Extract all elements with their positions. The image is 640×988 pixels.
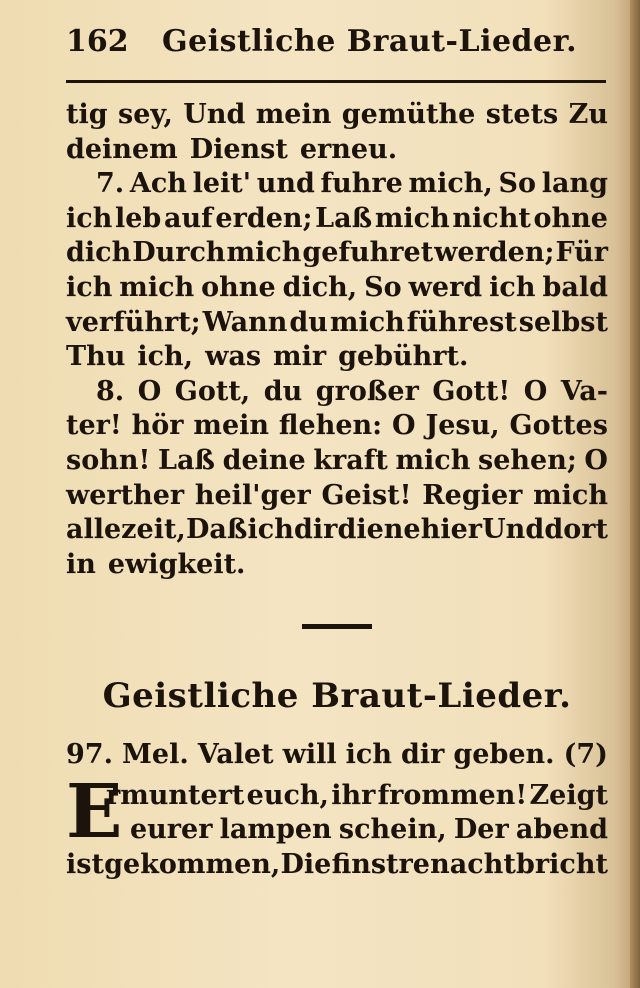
- word: euch,: [246, 779, 329, 811]
- text-line: [66, 202, 608, 237]
- word: Gott!: [432, 375, 511, 407]
- word: abend: [515, 814, 608, 846]
- melody-word: ich: [345, 739, 392, 770]
- melody-word: 97.: [66, 739, 113, 770]
- word: werther: [66, 479, 185, 511]
- word: mich: [533, 479, 608, 511]
- word: dich,: [282, 271, 358, 303]
- word: diene: [337, 514, 421, 546]
- word: 7.: [96, 168, 125, 200]
- word: deinem: [66, 133, 178, 165]
- word: O: [137, 375, 162, 407]
- word: rmuntert: [106, 779, 245, 811]
- word: Laß: [315, 202, 373, 234]
- word: ich: [66, 271, 113, 303]
- continuation-lines: [66, 98, 608, 167]
- word: ich: [489, 271, 536, 303]
- word: Jesu,: [425, 410, 500, 442]
- section-rule: [302, 624, 372, 629]
- body-text: [66, 98, 608, 582]
- text-line: [66, 779, 608, 814]
- word: ich,: [137, 341, 194, 373]
- word: nacht: [430, 848, 516, 880]
- word: O: [523, 375, 548, 407]
- word: frommen!: [377, 779, 528, 811]
- text-line: [66, 167, 608, 202]
- word: stets: [485, 99, 559, 130]
- word: erneu.: [299, 133, 398, 165]
- word: mich: [329, 306, 405, 338]
- word: heil'ger: [194, 479, 311, 511]
- word: mir: [273, 341, 327, 373]
- text-line: [66, 444, 608, 479]
- word: 8.: [96, 375, 125, 407]
- word: bricht: [516, 848, 608, 880]
- word: Geist!: [321, 479, 412, 511]
- word: Die: [280, 848, 332, 880]
- word: finstre: [331, 848, 430, 880]
- text-line: [66, 236, 608, 271]
- word: gekommen,: [104, 848, 281, 880]
- word: ohne: [201, 271, 276, 303]
- word: mich: [374, 202, 450, 234]
- word: und: [256, 168, 315, 200]
- header-rule: [66, 80, 606, 83]
- text-line: [66, 548, 608, 583]
- word: Durch: [132, 237, 226, 269]
- text-line: [66, 479, 608, 514]
- word: lang: [541, 168, 608, 200]
- word: mich,: [408, 168, 493, 200]
- melody-word: geben.: [453, 739, 555, 770]
- word: Ach: [129, 168, 187, 200]
- word: O: [392, 410, 416, 442]
- hymn-97: [66, 738, 608, 882]
- word: dir: [293, 514, 338, 546]
- text-line: [66, 306, 608, 341]
- melody-word: Valet: [197, 739, 274, 770]
- word: hör: [131, 410, 184, 442]
- word: sey,: [118, 99, 173, 130]
- word: schein,: [338, 814, 447, 846]
- word: ohne: [533, 202, 608, 234]
- word: O: [584, 444, 608, 476]
- word: werden;: [434, 237, 555, 269]
- page-edge: [630, 0, 640, 988]
- word: mich: [395, 444, 471, 476]
- word: eurer: [130, 814, 213, 846]
- word: gebührt.: [338, 341, 469, 373]
- word: nicht: [452, 202, 531, 234]
- word: Und: [482, 514, 545, 546]
- text-line: [66, 813, 608, 848]
- melody-word: will: [282, 739, 337, 770]
- word: erden;: [215, 202, 313, 234]
- word: Zu: [568, 99, 608, 130]
- text-line: [66, 271, 608, 306]
- word: deine: [222, 444, 306, 476]
- word: So: [498, 168, 537, 200]
- verse-8: [66, 375, 608, 583]
- text-line: [66, 513, 608, 548]
- word: mein: [255, 99, 332, 130]
- word: Gott,: [174, 375, 251, 407]
- word: ich: [66, 202, 113, 234]
- word: sohn!: [66, 444, 151, 476]
- melody-word: Mel.: [122, 739, 189, 770]
- word: kraft: [313, 444, 388, 476]
- text-line: [66, 98, 608, 133]
- text-line: [66, 340, 608, 375]
- word: du: [289, 306, 328, 338]
- word: verführt;: [66, 306, 201, 338]
- word: dort: [544, 514, 608, 546]
- word: Und: [183, 99, 246, 130]
- page-number: 162: [66, 24, 129, 59]
- word: Zeigt: [529, 779, 608, 811]
- word: Wann: [202, 306, 288, 338]
- drop-cap: E: [66, 768, 123, 855]
- word: selbst: [518, 306, 608, 338]
- verse-7: [66, 167, 608, 375]
- section-title: Geistliche Braut-Lieder.: [102, 676, 572, 716]
- word: mich: [226, 237, 302, 269]
- word: was: [205, 341, 262, 373]
- word: ist: [66, 848, 104, 880]
- word: Dienst: [189, 133, 288, 165]
- word: fuhre: [320, 168, 403, 200]
- word: leb: [115, 202, 162, 234]
- word: Der: [453, 814, 509, 846]
- word: in: [66, 548, 96, 580]
- hymn-97-verse: [66, 768, 608, 883]
- melody-word: (7): [563, 739, 608, 770]
- word: hier: [420, 514, 483, 546]
- word: ich: [247, 514, 294, 546]
- word: Für: [555, 237, 608, 269]
- word: mich: [119, 271, 195, 303]
- word: So: [364, 271, 402, 303]
- word: lampen: [219, 814, 332, 846]
- word: werd: [408, 271, 483, 303]
- word: führest: [406, 306, 517, 338]
- text-line: [66, 409, 608, 444]
- word: ewigkeit.: [107, 548, 246, 580]
- word: du: [263, 375, 303, 407]
- text-line: [66, 848, 608, 883]
- word: sehen;: [478, 444, 577, 476]
- page-header: [66, 24, 606, 64]
- melody-word: dir: [401, 739, 445, 770]
- word: ter!: [66, 410, 122, 442]
- text-line: [66, 375, 608, 410]
- word: mein: [193, 410, 270, 442]
- word: gemüthe: [341, 99, 476, 130]
- word: auf: [164, 202, 213, 234]
- word: tig: [66, 99, 108, 130]
- word: Regier: [422, 479, 523, 511]
- word: Va-: [560, 375, 608, 407]
- word: großer: [315, 375, 419, 407]
- text-line: [66, 133, 608, 168]
- word: Gottes: [509, 410, 608, 442]
- word: Thu: [66, 341, 126, 373]
- word: bald: [542, 271, 608, 303]
- word: leit': [192, 168, 252, 200]
- word: Laß: [157, 444, 215, 476]
- melody-line: [66, 738, 608, 773]
- word: flehen:: [278, 410, 383, 442]
- word: Daß: [185, 514, 248, 546]
- running-head: Geistliche Braut-Lieder.: [162, 24, 578, 59]
- word: gefuhret: [302, 237, 434, 269]
- word: dich: [66, 237, 132, 269]
- word: allezeit,: [66, 514, 186, 546]
- word: ihr: [331, 779, 376, 811]
